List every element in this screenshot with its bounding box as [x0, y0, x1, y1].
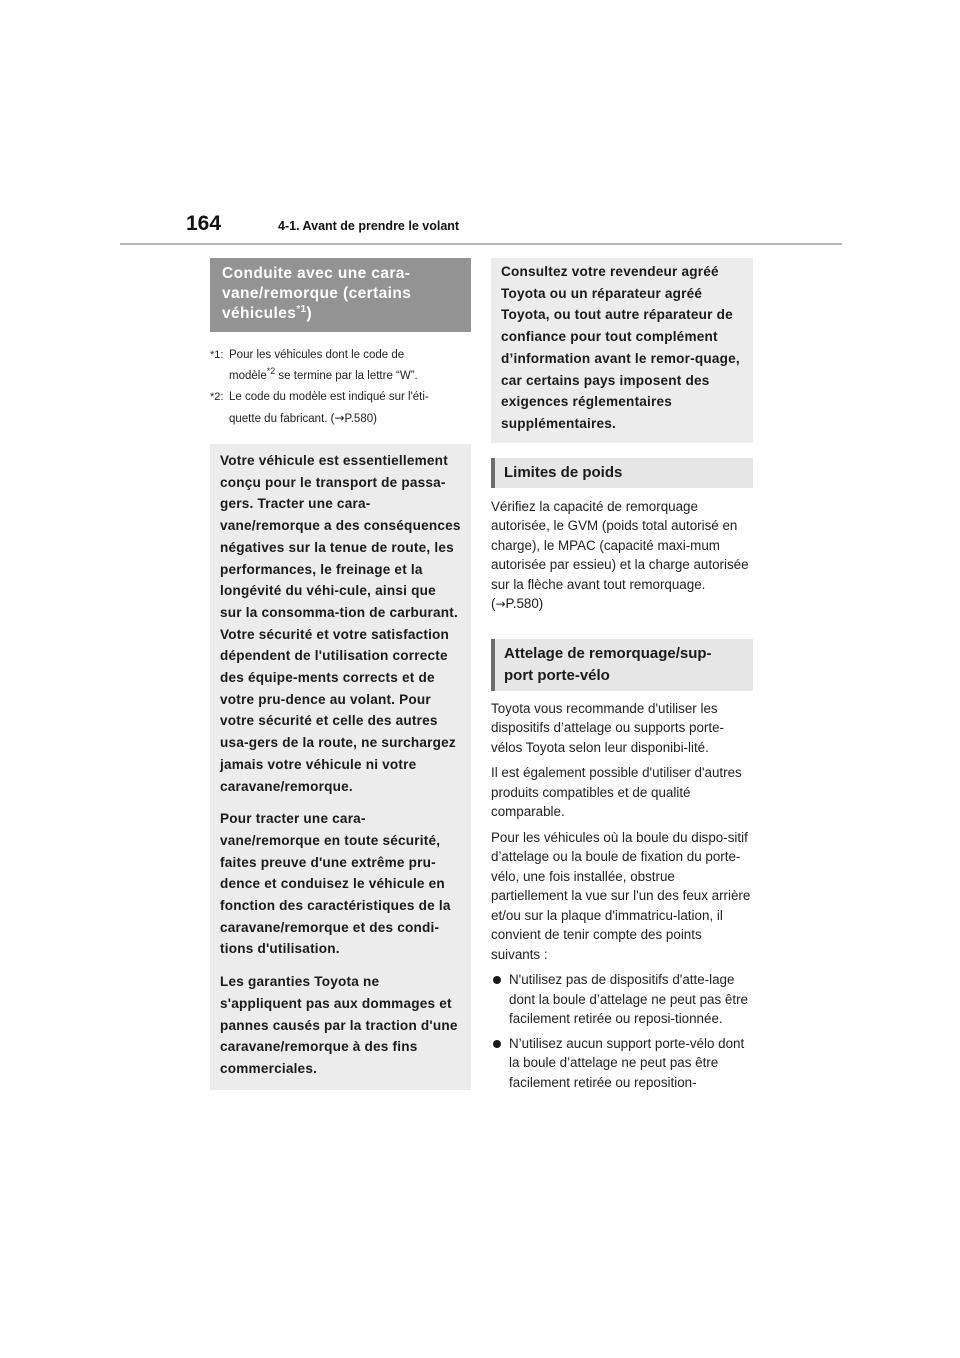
box-paragraph: Pour tracter une cara-vane/remorque en toute sécurité, faites preuve d'une extrême pru-dence et conduisez le véhicule en fonction des caractéristiques de la caravane/remorque et des condi-tions d'utilisation.: [220, 811, 451, 957]
arrow-right-icon: →: [334, 411, 345, 425]
footnote-ref: *2: [266, 366, 276, 377]
box-paragraph: Votre véhicule est essentiellement conçu pour le transport de passa-gers. Tracter une cara-vane/remorque a des conséquences négatives sur la tenue de route, les performances, le freinage et la longévité du véhi-cule, ainsi que sur la consomma-tion de carburant. Votre sécurité et votre satisfaction dépendent de l'utilisation correcte des équipe-ments corrects et de votre pru-dence au volant. Pour votre sécurité et celle des autres usa-gers de la route, ne surchargez jamais votre véhicule ni votre caravane/remorque.: [220, 453, 461, 794]
page-reference-link[interactable]: P.580): [344, 413, 377, 425]
section-title-footnote-ref: *1: [296, 303, 307, 315]
box-paragraph: Les garanties Toyota ne s'appliquent pas aux dommages et pannes causés par la traction d'une caravane/remorque à des fins commerciales.: [220, 974, 458, 1076]
footnote-1: [210, 345, 471, 387]
hitch-title-line-1: Attelage de remorquage/sup-: [504, 644, 712, 662]
bullet-text: N'utilisez pas de dispositifs d'atte-lage dont la boule d’attelage ne peut pas être facilement retirée ou reposi-tionnée.: [509, 972, 748, 1027]
footnote-line: Pour les véhicules dont le code de: [229, 349, 405, 361]
towing-warning-box: [210, 444, 471, 1090]
hitch-paragraph: Il est également possible d'utiliser d'autres produits compatibles et de qualité comparable.: [491, 765, 742, 820]
bullet-text: N’utilisez aucun support porte-vélo dont la boule d’attelage ne peut pas être facilement retirée ou reposition-: [509, 1035, 745, 1090]
page-header: [0, 0, 960, 250]
list-item: [491, 970, 753, 1029]
hitch-title-line-2: port porte-vélo: [504, 666, 610, 684]
footnote-line: se termine par la lettre “W”.: [275, 370, 418, 382]
dealer-advice-box: [491, 258, 753, 443]
footnote-mark: *1:: [210, 349, 224, 361]
box-paragraph: Consultez votre revendeur agréé Toyota ou un réparateur agréé Toyota, ou tout autre réparateur de confiance pour tout complément d’information avant le remor-quage, car certains pays imposent des exigences réglementaires supplémentaires.: [501, 264, 740, 431]
bullet-icon: [493, 1040, 501, 1048]
footnote-line: quette du fabricant. (: [229, 413, 335, 425]
footnote-line: modèle: [229, 370, 267, 382]
right-column: [491, 258, 753, 1097]
arrow-right-icon: →: [495, 597, 506, 612]
list-item: [491, 1034, 753, 1093]
section-title-line-1: Conduite avec une cara-: [222, 265, 411, 282]
hitch-paragraph: Pour les véhicules où la boule du dispo-sitif d’attelage ou la boule de fixation du porte-vélo, une fois installée, obstrue partiellement la vue sur l'un des feux arrière et/ou sur la plaque d'immatricu-lation, il convient de tenir compte des points suivants :: [491, 829, 751, 962]
section-title-line-3: véhicules: [222, 305, 297, 322]
weight-limits-paragraph: Vérifiez la capacité de remorquage autorisée, le GVM (poids total autorisé en charge), le MPAC (capacité maxi-mum autorisée par essieu) et la charge autorisée sur la flèche avant tout remorquage. (: [491, 498, 749, 612]
bullet-icon: [493, 976, 501, 984]
section-title-hitch: [491, 639, 753, 691]
section-title-line-2: vane/remorque (certains: [222, 285, 412, 302]
section-title-close: ): [306, 305, 313, 322]
weight-limits-text: [491, 497, 753, 615]
hitch-text: [491, 699, 753, 1093]
page-number: 164: [186, 212, 222, 235]
hitch-bullet-list: [491, 970, 753, 1092]
section-title-weight-limits: Limites de poids: [491, 458, 753, 488]
header-divider: [120, 243, 842, 245]
footnotes: [210, 345, 471, 430]
page-reference-link[interactable]: P.580): [505, 596, 544, 612]
footnote-mark: *2:: [210, 391, 224, 403]
footnote-2: [210, 387, 471, 430]
hitch-paragraph: Toyota vous recommande d'utiliser les dispositifs d’attelage ou supports porte-vélos Toyota selon leur disponibi-lité.: [491, 700, 724, 755]
footnote-line: Le code du modèle est indiqué sur l'éti-: [229, 391, 429, 403]
left-column: [210, 258, 471, 1090]
section-title-towing: [210, 258, 471, 332]
chapter-title: 4-1. Avant de prendre le volant: [278, 219, 460, 233]
